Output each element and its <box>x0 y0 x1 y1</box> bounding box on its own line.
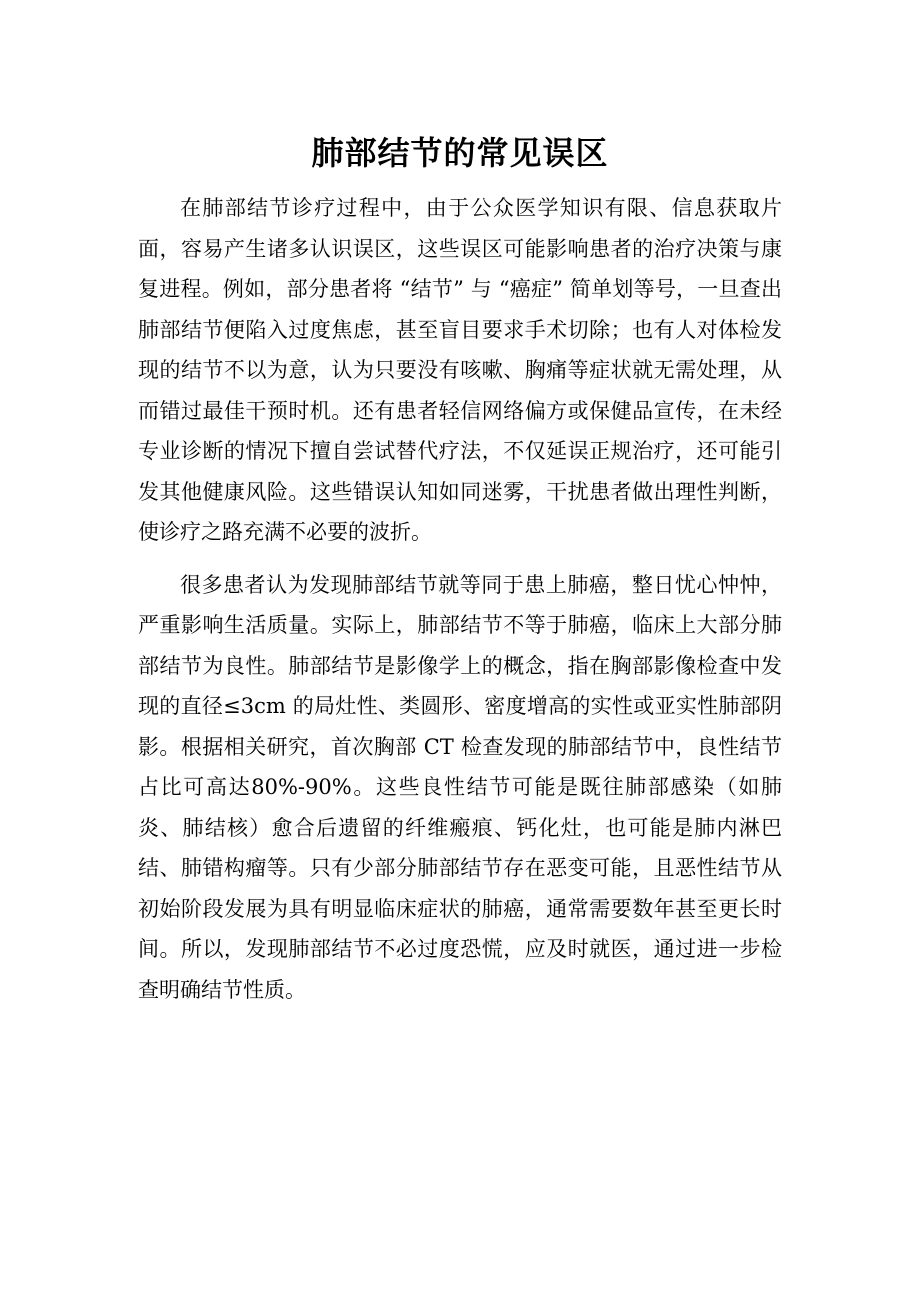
document-title: 肺部结节的常见误区 <box>311 134 609 172</box>
paragraph-nodule-not-cancer: 很多患者认为发现肺部结节就等同于患上肺癌，整日忧心忡忡，严重影响生活质量。实际上，肺部结节不等于肺癌，临床上大部分肺部结节为良性。肺部结节是影像学上的概念，指在胸部影像检查中发现的直径≤3cm 的局灶性、类圆形、密度增高的实性或亚实性肺部阴影。根据相关研究，首次胸部 CT 检查发现的肺部结节中，良性结节占比可高达80%-90%。这些良性结节可能是既往肺部感染（如肺炎、肺结核）愈合后遗留的纤维瘢痕、钙化灶，也可能是肺内淋巴结、肺错构瘤等。只有少部分肺部结节存在恶变可能，且恶性结节从初始阶段发展为具有明显临床症状的肺癌，通常需要数年甚至更长时间。所以，发现肺部结节不必过度恐慌，应及时就医，通过进一步检查明确结节性质。 <box>138 572 782 1002</box>
paragraph-misconceptions-intro: 在肺部结节诊疗过程中，由于公众医学知识有限、信息获取片面，容易产生诸多认识误区，这些误区可能影响患者的治疗决策与康复进程。例如，部分患者将 “结节” 与 “癌症” 简单划等号，一旦查出肺部结节便陷入过度焦虑，甚至盲目要求手术切除；也有人对体检发现的结节不以为意，认为只要没有咳嗽、胸痛等症状就无需处理，从而错过最佳干预时机。还有患者轻信网络偏方或保健品宣传，在未经专业诊断的情况下擅自尝试替代疗法，不仅延误正规治疗，还可能引发其他健康风险。这些错误认知如同迷雾，干扰患者做出理性判断，使诊疗之路充满不必要的波折。 <box>138 196 782 544</box>
